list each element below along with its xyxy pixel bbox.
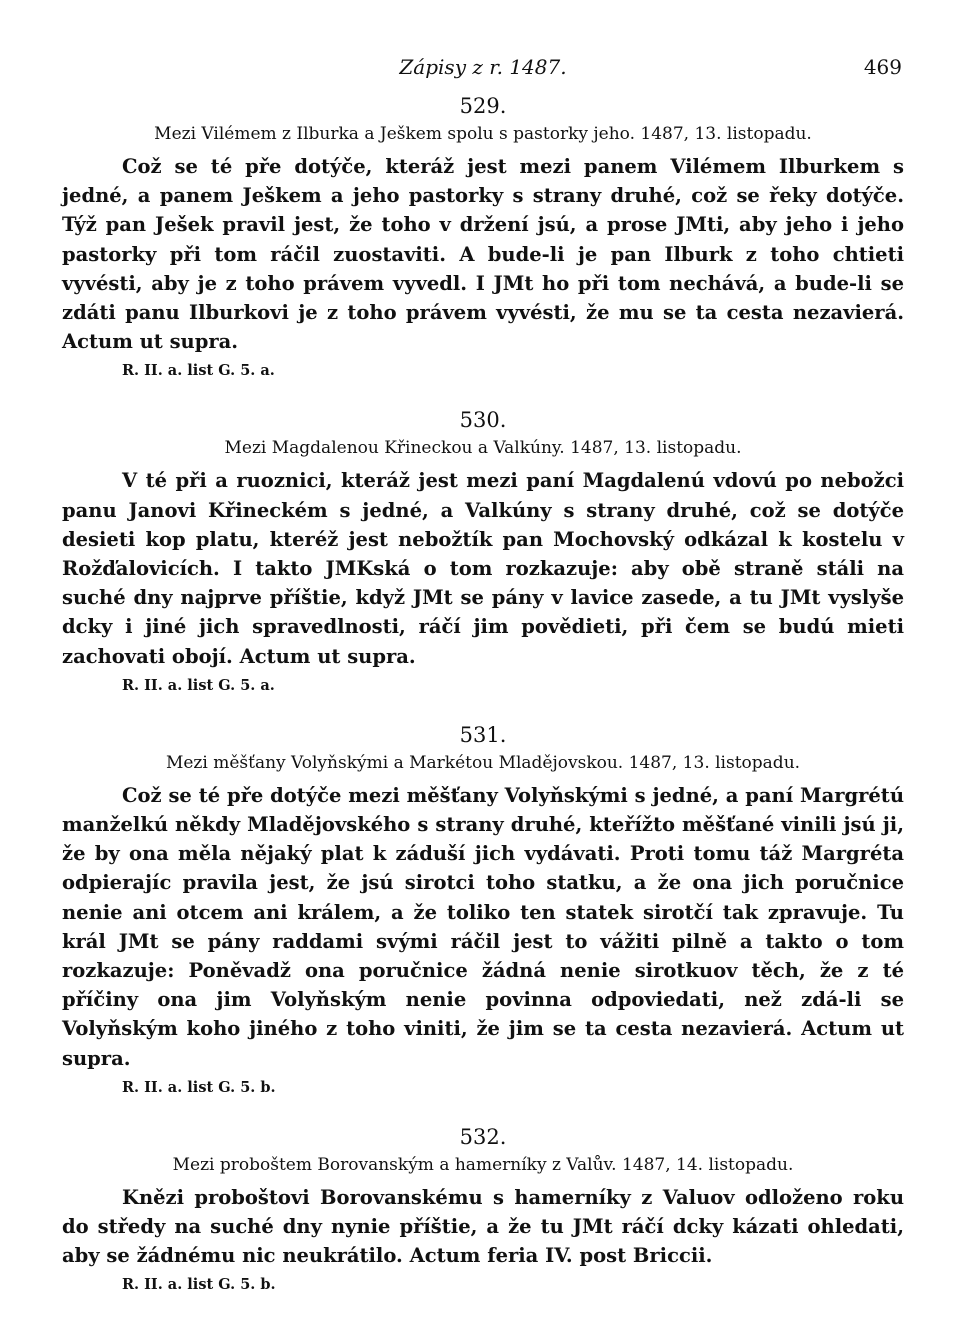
entry-source: R. II. a. list G. 5. b. bbox=[122, 1078, 276, 1096]
entry-source: R. II. a. list G. 5. b. bbox=[122, 1276, 276, 1294]
page-number: 469 bbox=[863, 55, 902, 79]
document-page bbox=[62, 52, 904, 1320]
entry-body: Což se té pře dotýče mezi měšťany Volyňskými s jedné, a paní Margrétú manželkú někdy Mladějovského s strany druhé, kteřížto měšťané vinili jsú ji, že by ona měla nějaký plat k záduší jich vydávati. Proti tomu táž Margréta odpierajíc pravila jest, že jsú sirotci toho statku, a že ona jich poručnice nenie ani otcem ani králem, a že toliko ten statek sirotčí tak zpravuje. Tu král JMt se pány raddami svými ráčil jest to vážiti pilně a takto o tom rozkazuje: Poněvadž ona poručnice žádná nenie sirotkuov těch, že z té příčiny ona jim Volyňským nenie povinna odpoviedati, než zdá-li se Volyňským koho jiného z toho viniti, že jim se ta cesta nezavierá. Actum ut supra. bbox=[62, 783, 904, 1070]
entry-body: Knězi proboštovi Borovanskému s hamerníky z Valuov odloženo roku do středy na suché dny nynie příštie, a že tu JMt ráčí dcky kázati ohledati, aby se žádnému nic neukrátilo. Actum feria IV. post Briccii. bbox=[62, 1185, 904, 1268]
running-head-title: Zápisy z r. 1487. bbox=[399, 55, 567, 79]
entry-source: R. II. a. list G. 5. a. bbox=[122, 362, 275, 380]
entry-number: 532. bbox=[459, 1124, 507, 1149]
entry-heading: Mezi proboštem Borovanským a hamerníky z Valův. 1487, 14. listopadu. bbox=[172, 1154, 794, 1175]
entry-heading: Mezi Magdalenou Křineckou a Valkúny. 1487, 13. listopadu. bbox=[224, 438, 742, 459]
entry-number: 531. bbox=[459, 722, 507, 747]
entry-number: 529. bbox=[459, 94, 507, 118]
entry-body: V té při a ruoznici, kteráž jest mezi paní Magdalenú vdovú po nebožci panu Janovi Křineckém s jedné, a Valkúny s strany druhé, což se dotýče desieti kop platu, kteréž jest nebožtík pan Mochovský odkázal k kostelu v Rožďalovicích. I takto JMKská o tom rozkazuje: aby obě straně stáli na suché dny najprve příštie, když JMt se pány v lavice zasede, a tu JMt vyslyše dcky i jiné jich spravedlnosti, ráčí jim povědieti, při čem se budú mieti zachovati obojí. Actum ut supra. bbox=[62, 469, 904, 668]
entry-529 bbox=[62, 92, 904, 382]
entry-source: R. II. a. list G. 5. a. bbox=[122, 676, 275, 694]
running-head bbox=[62, 52, 904, 92]
entry-530 bbox=[62, 406, 904, 696]
entry-body: Což se té pře dotýče, kteráž jest mezi panem Vilémem Ilburkem s jedné, a panem Ješkem a jeho pastorky s strany druhé, což se řeky dotýče. Týž pan Ješek pravil jest, že toho v držení jsú, a prose JMti, aby jeho i jeho pastorky při tom ráčil zuostaviti. A bude-li je pan Ilburk z toho chtieti vyvésti, aby je z toho právem vyvedl. I JMt ho při tom nechává, a bude-li se zdáti panu Ilburkovi je z toho právem vyvésti, že mu se ta cesta nezavierá. Actum ut supra. bbox=[62, 155, 904, 354]
entry-531 bbox=[62, 721, 904, 1099]
entry-heading: Mezi Vilémem z Ilburka a Ješkem spolu s pastorky jeho. 1487, 13. listopadu. bbox=[154, 124, 812, 144]
entry-heading: Mezi měšťany Volyňskými a Markétou Mladějovskou. 1487, 13. listopadu. bbox=[165, 752, 801, 773]
entry-number: 530. bbox=[459, 408, 507, 433]
entry-532 bbox=[62, 1123, 904, 1297]
